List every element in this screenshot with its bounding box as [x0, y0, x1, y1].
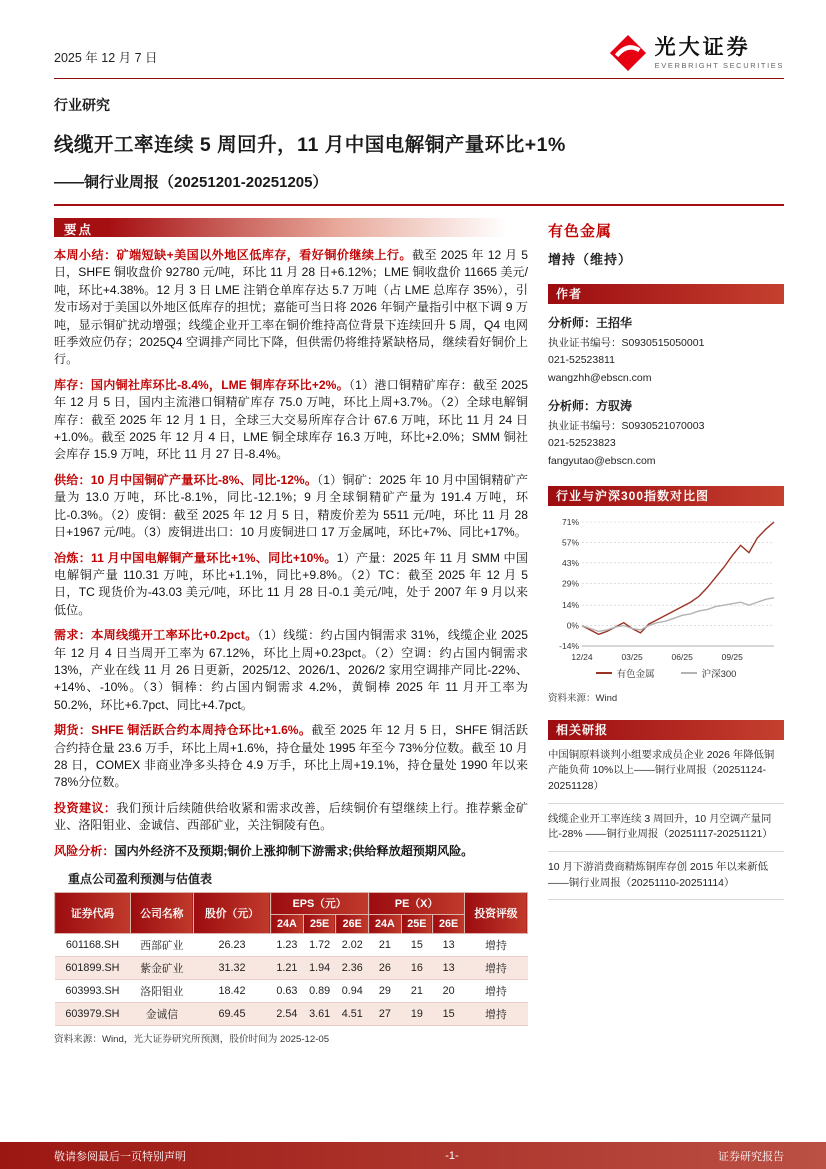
table-row: [55, 957, 528, 980]
table-cell: 26.23: [193, 934, 270, 957]
svg-text:29%: 29%: [561, 578, 579, 589]
col-header-pe: PE（X）: [369, 893, 465, 915]
everbright-logo-icon: [609, 34, 647, 72]
table-row: [55, 980, 528, 1003]
brand-name-cn: 光大证券: [654, 35, 751, 59]
analyst-name: 分析师：王招华: [548, 316, 633, 330]
col-header-pe-24a: 24A: [369, 915, 401, 934]
table-cell: 4.51: [336, 1003, 369, 1026]
analysts-list: [548, 314, 784, 470]
table-cell: 21: [401, 980, 433, 1003]
brand-text: [655, 36, 784, 70]
svg-text:0%: 0%: [566, 620, 579, 631]
related-reports-list: [548, 740, 784, 900]
paragraph-body: 我们预计后续随供给收紧和需求改善，后续铜价有望继续上行。推荐紫金矿业、洛阳钼业、金诚信、西部矿业，关注铜陵有色。: [54, 800, 528, 833]
keypoints-body: [54, 247, 528, 860]
paragraph-body: 截至 2025 年 12 月 5 日，SHFE 铜收盘价 92780 元/吨，环比 11 月 28 日+6.12%；LME 铜收盘价 11665 美元/吨，环比+4.38%。12 月 3 日 LME 注销仓单库存达 5.7 万吨（占 LME 总库存 35%），引发市场对于美国以外地区低库存的担忧；嘉能可当日将 2026 年铜产量指引中枢下调 9 万吨，显示铜矿扰动增强；线缆企业开工率在铜价维持高位背景下连续回升 5 周，Q4 电网旺季效应仍存；2025Q4 空调排产同比下降，但供需仍将维持紧缺格局，继续看好铜价上行。: [54, 248, 528, 367]
report-subtitle: ——铜行业周报（20251201-20251205）: [54, 174, 328, 191]
svg-text:-14%: -14%: [559, 640, 579, 651]
legend-index-swatch: [681, 672, 697, 674]
analyst-name: 分析师：方驭涛: [548, 398, 633, 413]
analyst-phone: 021-52523823: [548, 437, 616, 450]
brand-name-en: EVERBRIGHT SECURITIES: [654, 60, 784, 70]
analyst-phone: 021-52523811: [548, 354, 615, 367]
table-cell: 31.32: [193, 957, 270, 980]
related-report-link[interactable]: 10 月下游消费商精炼铜库存创 2015 年以来新低——铜行业周报（20251110-20251114）: [548, 852, 784, 900]
col-header-pe-26e: 26E: [433, 915, 465, 934]
table-cell: 0.94: [336, 980, 369, 1003]
table-cell: 1.21: [271, 957, 304, 980]
paragraph-body: （1）线缆：约占国内铜需求 31%，线缆企业 2025 年 12 月 4 日当周开工率为 67.12%，环比上周+0.23pct。（2）空调：约占国内铜需求 13%，产业在线 11 月 26 日更新，2025/12、2026/1、2026/2 家用空调排产同比-22%、+14%、-10%。（3）铜棒：约占国内铜需求 4.2%，黄铜棒 2025 年 11 月开工率为 50.2%，环比+6.7pct、同比+4.7pct。: [54, 628, 528, 712]
table-cell: 21: [369, 934, 401, 957]
table-cell: 金诚信: [130, 1003, 193, 1026]
table-cell: 13: [433, 957, 465, 980]
col-header-name: 公司名称: [130, 893, 193, 934]
col-header-code: 证券代码: [55, 893, 131, 934]
legend-industry-swatch: [596, 672, 612, 674]
page-header: [54, 34, 784, 72]
legend-index-label: 沪深300: [701, 668, 737, 680]
table-cell: 紫金矿业: [130, 957, 193, 980]
legend-industry: [596, 666, 655, 680]
col-header-eps-26e: 26E: [336, 915, 369, 934]
table-source-note: 资料来源：Wind，光大证券研究所预测，股价时间为 2025-12-05: [54, 1034, 330, 1045]
col-header-eps-25e: 25E: [303, 915, 336, 934]
header-divider: [54, 78, 784, 79]
sector-name: 有色金属: [548, 223, 613, 240]
page-footer: [0, 1142, 826, 1169]
table-cell: 601168.SH: [55, 934, 131, 957]
keypoint-paragraph: [54, 800, 528, 835]
keypoints-badge: 要点: [54, 218, 108, 237]
table-cell: 西部矿业: [130, 934, 193, 957]
table-cell: 3.61: [303, 1003, 336, 1026]
table-cell: 0.89: [303, 980, 336, 1003]
legend-industry-label: 有色金属: [616, 668, 655, 680]
analyst-email-link[interactable]: fangyutao@ebscn.com: [548, 454, 656, 467]
table-cell: 1.72: [303, 934, 336, 957]
svg-text:71%: 71%: [561, 516, 579, 527]
brand-logo: [609, 34, 784, 72]
svg-text:14%: 14%: [561, 600, 579, 611]
svg-text:06/25: 06/25: [671, 651, 693, 662]
paragraph-lead: 本周小结：矿端短缺+美国以外地区低库存，看好铜价继续上行。: [54, 248, 412, 262]
table-cell: 0.63: [271, 980, 304, 1003]
main-column: [54, 218, 528, 1045]
svg-text:12/24: 12/24: [571, 651, 593, 662]
table-cell: 16: [401, 957, 433, 980]
table-cell: 增持: [464, 934, 527, 957]
table-cell: 增持: [464, 1003, 527, 1026]
table-title: 重点公司盈利预测与估值表: [68, 872, 213, 886]
paragraph-lead: 期货：SHFE 铜活跃合约本周持仓环比+1.6%。: [54, 723, 312, 738]
comparison-chart-svg: [548, 514, 780, 664]
table-cell: 20: [433, 980, 465, 1003]
keypoint-paragraph: [54, 472, 528, 542]
table-cell: 1.23: [271, 934, 304, 957]
table-cell: 26: [369, 957, 401, 980]
table-cell: 1.94: [303, 957, 336, 980]
table-cell: 增持: [464, 957, 527, 980]
paragraph-lead: 冶炼：11 月中国电解铜产量环比+1%、同比+10%。: [54, 550, 337, 565]
col-header-pe-25e: 25E: [401, 915, 433, 934]
table-cell: 洛阳钼业: [130, 980, 193, 1003]
keypoint-paragraph: [54, 377, 528, 464]
chart-legend: [548, 666, 784, 680]
table-cell: 603979.SH: [55, 1003, 131, 1026]
paragraph-lead: 需求：本周线缆开工率环比+0.2pct。: [54, 628, 258, 643]
col-header-price: 股价（元）: [193, 893, 270, 934]
paragraph-lead: 风险分析：: [54, 843, 115, 858]
keypoint-paragraph: [54, 247, 528, 369]
col-header-eps: EPS（元）: [271, 893, 369, 915]
analyst-block: [548, 397, 784, 470]
report-date: 2025 年 12 月 7 日: [54, 51, 158, 65]
authors-section-header: 作者: [548, 284, 784, 304]
footer-disclaimer: 敬请参阅最后一页特别声明: [54, 1150, 186, 1163]
table-row: [55, 934, 528, 957]
analyst-email-link[interactable]: wangzhh@ebscn.com: [548, 371, 652, 384]
table-cell: 18.42: [193, 980, 270, 1003]
sector-rating: 增持（维持）: [548, 252, 633, 267]
paragraph-body: （1）港口铜精矿库存：截至 2025 年 12 月 5 日，国内主流港口铜精矿库存 75.0 万吨，环比上周+3.7%。（2）全球电解铜库存：截至 2025 年 12 月 1 日，全球三大交易所库存合计 67.6 万吨，环比 11 月 24 日+1.0%。截至 2025 年 12 月 4 日，LME 铜全球库存 16.3 万吨，环比+2.0%；SMM 铜社会库存 15.9 万吨，环比 11 月 27 日-8.4%。: [54, 377, 528, 462]
table-cell: 69.45: [193, 1003, 270, 1026]
footer-doc-type: 证券研究报告: [717, 1150, 784, 1163]
table-cell: 27: [369, 1003, 401, 1026]
keypoints-banner-fade: [108, 218, 528, 237]
table-cell: 603993.SH: [55, 980, 131, 1003]
comparison-chart: [548, 514, 784, 704]
valuation-table: [54, 892, 528, 1026]
table-cell: 601899.SH: [55, 957, 131, 980]
analyst-cert-number: 执业证书编号：S0930515050001: [548, 337, 705, 349]
table-cell: 增持: [464, 980, 527, 1003]
table-cell: 2.54: [271, 1003, 304, 1026]
paragraph-lead: 库存：国内铜社库环比-8.4%，LME 铜库存环比+2%。: [54, 377, 349, 392]
table-cell: 29: [369, 980, 401, 1003]
footer-page-number: -1-: [445, 1149, 459, 1162]
svg-text:57%: 57%: [561, 537, 579, 548]
table-cell: 2.36: [336, 957, 369, 980]
table-row: [55, 1003, 528, 1026]
paragraph-lead: 供给：10 月中国铜矿产量环比-8%、同比-12%。: [54, 472, 318, 487]
title-divider: [54, 204, 784, 206]
report-category: 行业研究: [54, 97, 110, 113]
paragraph-body: （1）铜矿：2025 年 10 月中国铜精矿产量为 13.0 万吨，环比-8.1%，同比-12.1%；9 月全球铜精矿产量为 191.4 万吨，环比-0.3%。（2）废铜：截至 2025 年 12 月 5 日，精废价差为 5511 元/吨，环比 11 月 28 日+1967 元/吨。（3）废铜进出口：10 月废铜进口 17 万金属吨，环比+7%、同比+17%。: [54, 472, 528, 540]
reports-section-header: 相关研报: [548, 720, 784, 740]
keypoint-paragraph: [54, 722, 528, 792]
svg-text:03/25: 03/25: [621, 651, 643, 662]
legend-index: [681, 666, 737, 680]
keypoint-paragraph: [54, 627, 528, 714]
related-report-link[interactable]: 中国铜原料谈判小组要求成员企业 2026 年降低铜产能负荷 10%以上——铜行业周报（20251124-20251128）: [548, 740, 784, 804]
col-header-eps-24a: 24A: [271, 915, 304, 934]
keypoint-paragraph: [54, 550, 528, 620]
keypoint-paragraph: [54, 843, 528, 860]
svg-text:43%: 43%: [561, 557, 579, 568]
table-body: [55, 934, 528, 1026]
analyst-cert-number: 执业证书编号：S0930521070003: [548, 419, 705, 432]
chart-section-header: 行业与沪深300指数对比图: [548, 486, 784, 506]
table-cell: 13: [433, 934, 465, 957]
col-header-rating: 投资评级: [464, 893, 527, 934]
content-area: [54, 218, 784, 1045]
table-head: [55, 893, 528, 934]
table-cell: 15: [401, 934, 433, 957]
table-cell: 15: [433, 1003, 465, 1026]
keypoints-banner: [54, 218, 528, 237]
paragraph-lead: 投资建议：: [54, 800, 117, 815]
sidebar: [548, 218, 784, 1045]
chart-source-note: 资料来源：Wind: [548, 692, 618, 704]
table-cell: 19: [401, 1003, 433, 1026]
paragraph-body: 截至 2025 年 12 月 5 日，SHFE 铜活跃合约持仓量 23.6 万手，环比上周+1.6%，持仓量处 1995 年至今 73%分位数。截至 10 月 28 日，COMEX 非商业净多头持仓 4.9 万手，环比上周+19.1%，持仓量处 1990 年以来 78%分位数。: [54, 723, 529, 790]
paragraph-body: 国内外经济不及预期;铜价上涨抑制下游需求;供给释放超预期风险。: [114, 843, 474, 858]
svg-text:09/25: 09/25: [721, 651, 743, 662]
report-title: 线缆开工率连续 5 周回升，11 月中国电解铜产量环比+1%: [54, 134, 566, 156]
table-cell: 2.02: [336, 934, 369, 957]
related-report-link[interactable]: 线缆企业开工率连续 3 周回升，10 月空调产量同比-28% ——铜行业周报（20251117-20251121）: [548, 804, 784, 852]
paragraph-body: 1）产量：2025 年 11 月 SMM 中国电解铜产量 110.31 万吨，环比+1.1%，同比+9.8%。（2）TC：截至 2025 年 12 月 5 日，TC 现货价为-43.03 美元/吨，环比 11 月 28 日-0.1 美元/吨，处于 2007 年 9 月以来低位。: [54, 550, 528, 617]
analyst-block: [548, 314, 784, 387]
